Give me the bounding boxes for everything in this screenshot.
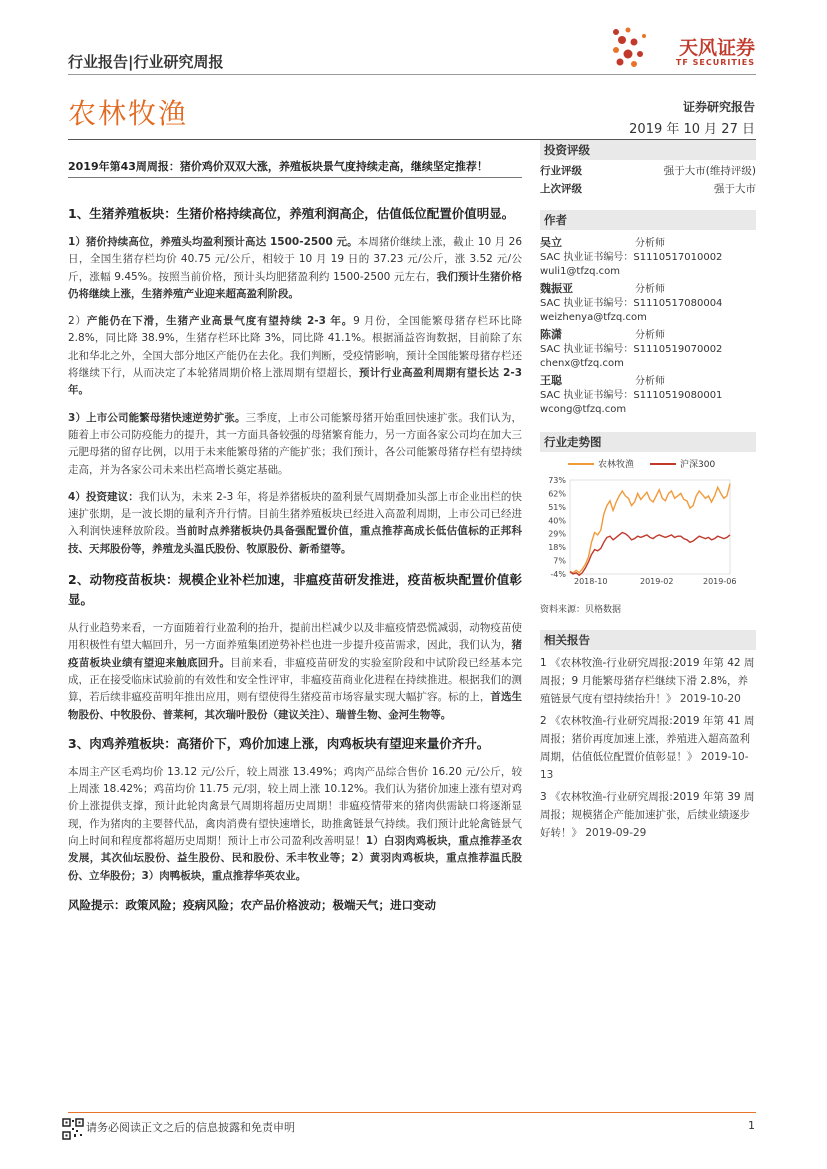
- s2-bold: 猪疫苗板块业绩有望迎来触底回升。: [68, 639, 522, 669]
- x-tick-label: 2019-06: [703, 577, 737, 586]
- s3-bold: 1）白羽肉鸡板块，重点推荐圣农发展，其次仙坛股份、益生股份、民和股份、禾丰牧业等；2）黄羽肉鸡板块，重点推荐温氏股份、立华股份；3）肉鸭板块，重点推荐华英农业。: [68, 835, 522, 882]
- related-item[interactable]: [540, 654, 756, 708]
- p2-bold2: 预计行业高盈利周期有望长达 2-3 年。: [68, 367, 523, 397]
- last-rating-label: 上次评级: [540, 183, 582, 195]
- report-type: 证券研究报告: [682, 100, 755, 114]
- p3-bold: 3）上市公司能繁母猪快速逆势扩张。: [68, 411, 246, 424]
- p4-bold: 4）投资建议：: [68, 490, 139, 503]
- s3-text: 本周主产区毛鸡均价 13.12 元/公斤，较上周涨 13.49%；鸡肉产品综合售价 16.20 元/公斤，较上周涨 18.42%；鸡苗均价 11.75 元/羽，较上周上涨 10.12%。我们认为猪价加速上涨有望对鸡价上涨提供支撑，预计此轮肉禽景气周期将超历史周期！非瘟疫情带来的猪肉供需缺口将逐渐显现，作为猪肉的主要替代品，禽肉消费有望快速增长，助推禽链景气持续。我们预计此轮禽链景气向上时间和程度都将超历史周期！预计上市公司盈利改善明显！: [68, 765, 522, 848]
- author-entry: [540, 236, 756, 279]
- footer-rule: [68, 1112, 756, 1113]
- paragraph-4: [68, 489, 522, 558]
- series-line: [570, 533, 730, 576]
- industry-rating-value: 强于大市(维持评级): [663, 165, 756, 177]
- author-license: SAC 执业证书编号：S1110519080001: [540, 390, 723, 401]
- report-date: 2019 年 10 月 27 日: [629, 122, 755, 137]
- report-subtitle: 2019年第43周周报：猪价鸡价双双大涨，养殖板块景气度持续走高，继续坚定推荐！: [68, 160, 488, 173]
- y-tick-label: 73%: [548, 476, 566, 485]
- page-number: 1: [748, 1119, 755, 1132]
- trend-section: [540, 432, 756, 452]
- p1-text: 本周猪价继续上涨，截止 10 月 26 日，全国生猪存栏均价 40.75 元/公斤，相较于 10 月 19 日的 37.23 元/公斤，涨 3.52 元/公斤，涨幅 9.45%。按照当前价格，预计头均肥猪盈利约 1500-2500 元左右，: [68, 236, 523, 283]
- p1-bold: 1）猪价持续高位，养殖头均盈利预计高达 1500-2500 元。: [68, 236, 358, 248]
- section-2-title: 2、动物疫苗板块：规模企业补栏加速，非瘟疫苗研发推进，疫苗板块配置价值彰显。: [68, 572, 522, 608]
- section-1-title: 1、生猪养殖板块：生猪价格持续高位，养殖利润高企，估值低位配置价值明显。: [68, 206, 515, 221]
- footer-disclaimer: 请务必阅读正文之后的信息披露和免责申明: [86, 1121, 295, 1134]
- related-list: [540, 654, 756, 842]
- p1-bold2: 我们预计生猪价格仍将继续上涨，生猪养殖产业迎来超高盈利阶段。: [68, 270, 522, 300]
- author-license: SAC 执业证书编号：S1110517010002: [540, 252, 723, 263]
- author-role: 分析师: [635, 238, 665, 249]
- qr-code-icon: [62, 1118, 84, 1140]
- related-date: 2019-10-13: [540, 751, 749, 781]
- related-date: 2019-10-20: [679, 693, 741, 705]
- paragraph-2: [68, 313, 522, 399]
- paragraph-5: [68, 620, 522, 724]
- x-tick-label: 2018-10: [574, 577, 608, 586]
- s2-bold2: 首选生物股份、中牧股份、普莱柯，其次瑞叶股份（建议关注）、瑞普生物、金河生物等。: [68, 691, 523, 721]
- s2-text: 从行业趋势来看，一方面随着行业盈利的抬升，提前出栏减少以及非瘟疫情恐慌减弱，动物疫苗使用积极性有望大幅回升，另一方面养殖集团逆势补栏也进一步提升疫苗需求，因此，我们认为，: [68, 622, 522, 652]
- y-tick-label: 29%: [548, 529, 566, 539]
- author-name: 魏振亚: [540, 282, 573, 295]
- p4-text: 我们认为，未来 2-3 年，将是养猪板块的盈利景气周期叠加头部上市企业出栏的快速扩张期，是一波长期的量利齐升行情。目前生猪养殖板块已经进入高盈利周期，上市公司已经进入利润快速释放阶段。: [68, 490, 523, 538]
- legend-label: 农林牧渔: [598, 460, 635, 470]
- tf-logo-icon: [606, 22, 654, 70]
- p2-start: 2）: [68, 315, 87, 328]
- header-rule: [68, 74, 756, 75]
- sector-title: 农林牧渔: [68, 97, 189, 130]
- trend-title: 行业走势图: [540, 432, 756, 452]
- y-tick-label: 40%: [548, 516, 566, 526]
- section-3-title: 3、肉鸡养殖板块：高猪价下，鸡价加速上涨，肉鸡板块有望迎来量价齐升。: [68, 735, 490, 751]
- y-tick-label: 7%: [553, 556, 566, 566]
- risk-warning: 风险提示：政策风险；疫病风险；农产品价格波动；极端天气；进口变动: [68, 897, 436, 912]
- author-license: SAC 执业证书编号：S1110519070002: [540, 344, 723, 355]
- related-text: 3 《农林牧渔-行业研究周报:2019 年第 39 周周报；规模猪企产能加速扩张，后续业绩逐步好转！》: [540, 791, 755, 839]
- related-item[interactable]: [540, 788, 756, 842]
- author-name: 王聪: [540, 374, 562, 387]
- author-email[interactable]: wcong@tfzq.com: [540, 404, 627, 415]
- author-email[interactable]: chenx@tfzq.com: [540, 358, 624, 369]
- sidebar: [540, 140, 756, 417]
- paragraph-3: [68, 410, 522, 479]
- subtitle-rule: [68, 177, 522, 178]
- y-tick-label: -4%: [550, 570, 566, 579]
- s2-text2: 目前来看，非瘟疫苗研发的实验室阶段和中试阶段已经基本完成，正在接受临床试验前的有效性和安全性评审，非瘟疫苗商业化进程在持续推进。根据我们的测算，若后续非瘟疫苗明年推出应用，则有望使得生猪疫苗市场容量实现大幅扩容。标的上，: [68, 656, 523, 704]
- industry-trend-chart: [540, 452, 756, 592]
- last-rating-value: 强于大市: [714, 183, 756, 195]
- rating-title: 投资评级: [540, 140, 756, 160]
- related-item[interactable]: [540, 712, 756, 784]
- series-line: [570, 484, 730, 573]
- related-text: 2 《农林牧渔-行业研究周报:2019 年第 41 周周报；猪价再度加速上涨，养殖进入超高盈利周期，估值低位配置价值彰显！》: [540, 715, 755, 763]
- related-section: [540, 630, 756, 842]
- industry-rating-row: [540, 162, 756, 180]
- author-name: 陈潇: [540, 328, 562, 341]
- author-entry: [540, 328, 756, 371]
- report-category: 行业报告|行业研究周报: [68, 53, 224, 71]
- y-tick-label: 18%: [548, 543, 566, 553]
- p3-text: 三季度，上市公司能繁母猪开始重回快速扩张。我们认为，随着上市公司防疫能力的提升，其一方面具备较强的母猪繁育能力，另一方面各家公司均在加大三元肥母猪的留存比例，以用于未来能繁母猪的产能扩张；我们预计，各公司能繁母猪存栏有望持续走高，并为各家公司未来出栏高增长奠定基础。: [68, 411, 522, 476]
- main-content: [68, 204, 522, 915]
- author-email[interactable]: wuli1@tfzq.com: [540, 266, 621, 277]
- y-tick-label: 51%: [548, 502, 566, 512]
- legend-label: 沪深300: [680, 460, 716, 470]
- author-role: 分析师: [635, 376, 665, 387]
- author-name: 吴立: [540, 236, 562, 249]
- author-license: SAC 执业证书编号：S1110517080004: [540, 298, 723, 309]
- paragraph-6: [68, 764, 522, 885]
- last-rating-row: [540, 180, 756, 198]
- chart-source: 资料来源：贝格数据: [540, 605, 622, 615]
- author-entry: [540, 374, 756, 417]
- authors-title: 作者: [540, 210, 756, 230]
- p2-text: 9 月份，全国能繁母猪存栏环比降 2.8%，同比降 38.9%，生猪存栏环比降 3%，同比降 41.1%。根据涌益咨询数据，目前除了东北和华北之外，全国大部分地区产能仍在去化。我们判断，受疫情影响，预计全国能繁母猪存栏还将继续下行，从而决定了本轮猪周期价格上涨周期有望超长，: [68, 315, 522, 380]
- industry-rating-label: 行业评级: [540, 165, 582, 177]
- author-email[interactable]: weizhenya@tfzq.com: [540, 312, 647, 323]
- chart-frame: [570, 480, 730, 574]
- author-entry: [540, 282, 756, 325]
- related-title: 相关报告: [540, 630, 756, 650]
- x-tick-label: 2019-02: [640, 577, 674, 586]
- brand-name: 天风证券: [678, 37, 755, 59]
- y-tick-label: 62%: [548, 489, 566, 499]
- author-role: 分析师: [635, 284, 665, 295]
- author-role: 分析师: [635, 330, 665, 341]
- brand-en: TF SECURITIES: [675, 58, 755, 67]
- authors-list: [540, 236, 756, 417]
- p4-bold2: 当前时点养猪板块仍具备强配置价值，重点推荐高成长低估值标的正邦科技、天邦股份等，养殖龙头温氏股份、牧原股份、新希望等。: [68, 525, 522, 555]
- p2-bold: 产能仍在下滑，生猪产业高景气度有望持续 2-3 年。: [86, 315, 354, 328]
- related-date: 2019-09-29: [585, 827, 647, 839]
- paragraph-1: [68, 234, 522, 303]
- related-text: 1 《农林牧渔-行业研究周报:2019 年第 42 周周报；9 月能繁母猪存栏继续下滑 2.8%，养殖链景气度有望持续抬升！》: [540, 657, 755, 705]
